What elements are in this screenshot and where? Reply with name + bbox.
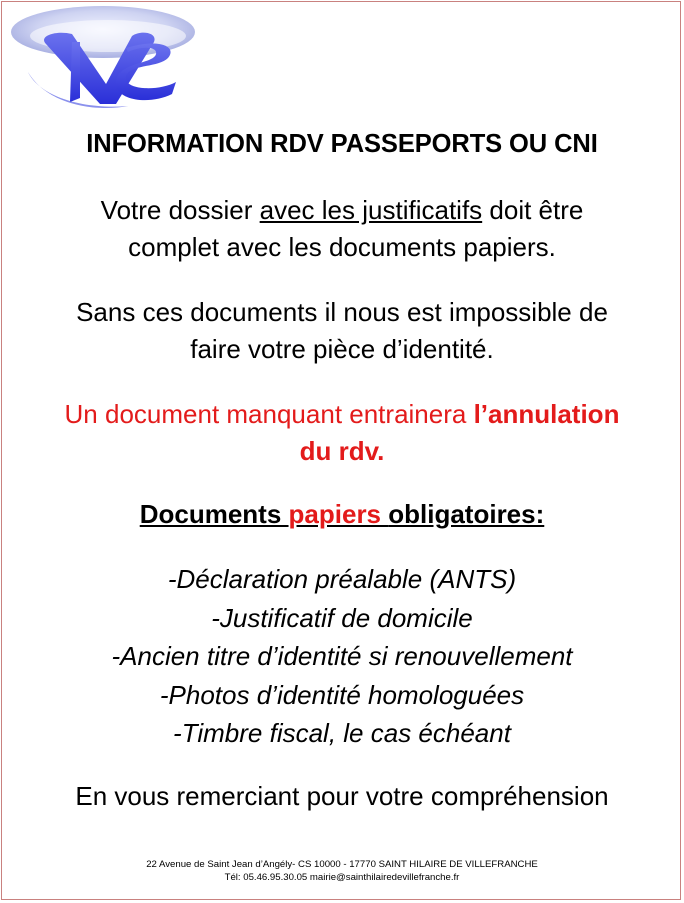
warning-paragraph: [0, 396, 684, 470]
footer: [0, 858, 684, 884]
dossier-line-1: [0, 192, 684, 229]
warning-annulation: l’annulation: [473, 399, 620, 429]
footer-contact: Tél: 05.46.95.30.05 mairie@sainthilairedevillefranche.fr: [224, 872, 460, 883]
page-title: INFORMATION RDV PASSEPORTS OU CNI: [86, 130, 598, 158]
footer-address: 22 Avenue de Saint Jean d’Angély- CS 10000 - 17770 SAINT HILAIRE DE VILLEFRANCHE: [146, 859, 538, 870]
list-item: -Justificatif de domicile: [211, 602, 473, 633]
dossier-text-before: Votre dossier: [100, 195, 260, 225]
documents-heading-before: Documents: [139, 499, 289, 529]
dossier-paragraph: [0, 192, 684, 266]
impossible-line-1: Sans ces documents il nous est impossible de: [76, 297, 608, 327]
list-item: -Déclaration préalable (ANTS): [167, 564, 517, 594]
documents-heading-papiers: papiers: [288, 499, 389, 529]
justificatifs-underlined: avec les justificatifs: [259, 195, 483, 225]
documents-list: [0, 560, 684, 753]
dossier-line-2: complet avec les documents papiers.: [128, 232, 556, 262]
warning-line-2: du rdv.: [299, 436, 385, 466]
impossible-line-2: faire votre pièce d’identité.: [190, 334, 494, 364]
impossible-paragraph: [0, 294, 684, 368]
list-item: -Photos d’identité homologuées: [159, 679, 525, 710]
list-item: -Timbre fiscal, le cas échéant: [173, 718, 511, 748]
documents-heading: [0, 499, 684, 530]
warning-text: Un document manquant entrainera: [64, 399, 474, 429]
mairie-monogram-logo: [8, 2, 208, 112]
warning-line-1: [0, 396, 684, 433]
documents-heading-after: obligatoires:: [388, 499, 545, 529]
closing-line: En vous remerciant pour votre compréhension: [75, 781, 609, 811]
dossier-text-after: doit être: [482, 195, 584, 225]
list-item: -Ancien titre d’identité si renouvellement: [111, 641, 573, 671]
